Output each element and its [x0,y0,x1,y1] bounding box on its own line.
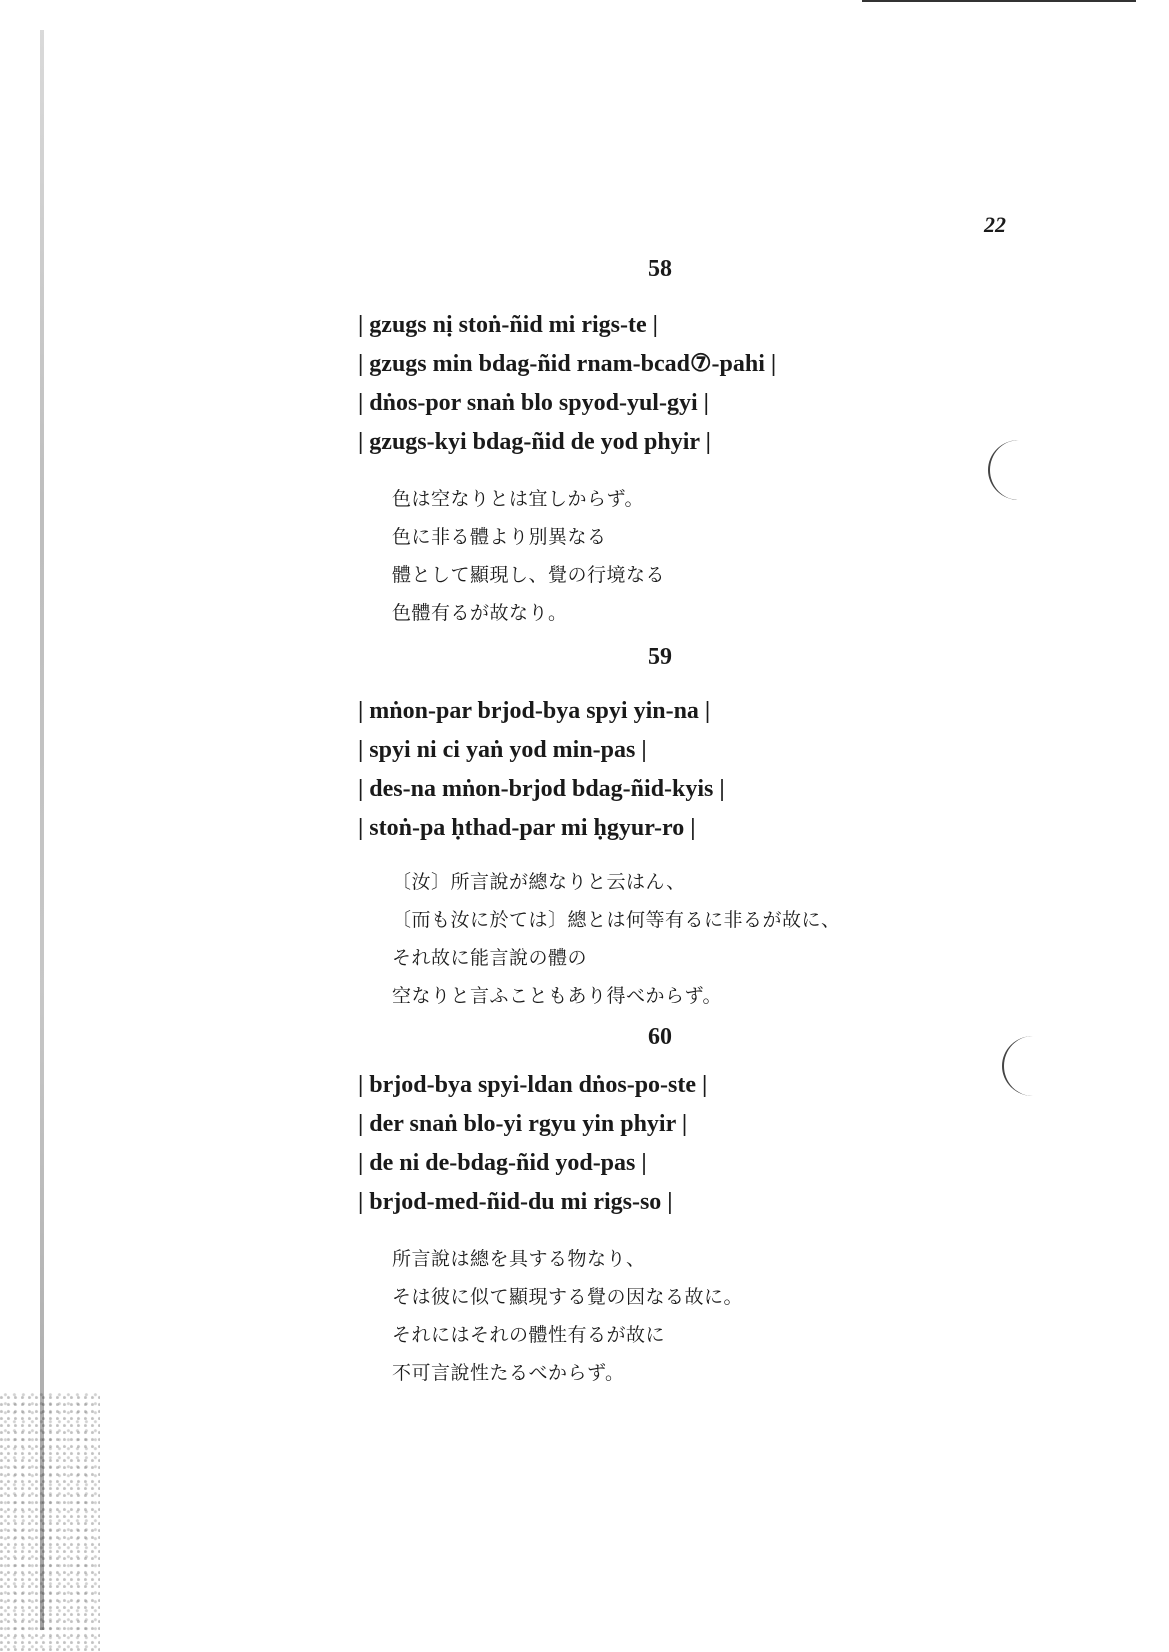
tibetan-line: | mṅon-par brjod-bya spyi yin-na | [358,698,711,724]
tibetan-line: | brjod-bya spyi-ldan dṅos-po-ste | [358,1072,708,1098]
verse-number: 59 [648,644,672,670]
tibetan-line: | gzugs-kyi bdag-ñid de yod phyir | [358,429,711,455]
japanese-line: 色體有るが故なり。 [392,602,568,624]
tibetan-line: | brjod-med-ñid-du mi rigs-so | [358,1189,673,1215]
tibetan-line: | de ni de-bdag-ñid yod-pas | [358,1150,647,1176]
tibetan-line: | stoṅ-pa ḥthad-par mi ḥgyur-ro | [358,815,696,841]
punch-hole [988,440,1050,500]
tibetan-verse [358,692,725,848]
tibetan-line: | gzugs min bdag-ñid rnam-bcad⑦-pahi | [358,351,777,377]
japanese-line: 色に非る體より別異なる [392,526,607,548]
page-number: 22 [984,212,1006,237]
japanese-line: 體として顯現し、覺の行境なる [392,564,666,586]
japanese-line: 所言說は總を具する物なり、 [392,1248,646,1270]
japanese-line: 〔而も汝に於ては〕總とは何等有るに非るが故に、 [392,909,841,931]
tibetan-verse [358,306,776,462]
binding-speckle [0,1392,100,1652]
japanese-line: 〔汝〕所言說が總なりと云はん、 [392,871,686,893]
verse-number: 58 [648,256,672,282]
japanese-line: それ故に能言說の體の [392,947,588,969]
japanese-line: 空なりと言ふこともあり得べからず。 [392,985,722,1007]
top-rule [862,0,1136,2]
verse-number: 60 [648,1024,672,1050]
japanese-line: 不可言說性たるべからず。 [392,1362,625,1384]
japanese-translation [392,480,665,632]
tibetan-line: | spyi ni ci yaṅ yod min-pas | [358,737,647,763]
binding-edge [40,30,44,1630]
japanese-translation [392,1240,743,1392]
japanese-line: 色は空なりとは宜しからず。 [392,488,644,510]
japanese-translation [392,863,841,1015]
tibetan-verse [358,1066,707,1222]
punch-hole [1002,1036,1064,1096]
tibetan-line: | der snaṅ blo-yi rgyu yin phyir | [358,1111,688,1137]
japanese-line: それにはそれの體性有るが故に [392,1324,666,1346]
tibetan-line: | gzugs nị stoṅ-ñid mi rigs-te | [358,312,658,338]
tibetan-line: | des-na mṅon-brjod bdag-ñid-kyis | [358,776,725,802]
tibetan-line: | dṅos-por snaṅ blo spyod-yul-gyi | [358,390,709,416]
japanese-line: そは彼に似て顯現する覺の因なる故に。 [392,1286,744,1308]
